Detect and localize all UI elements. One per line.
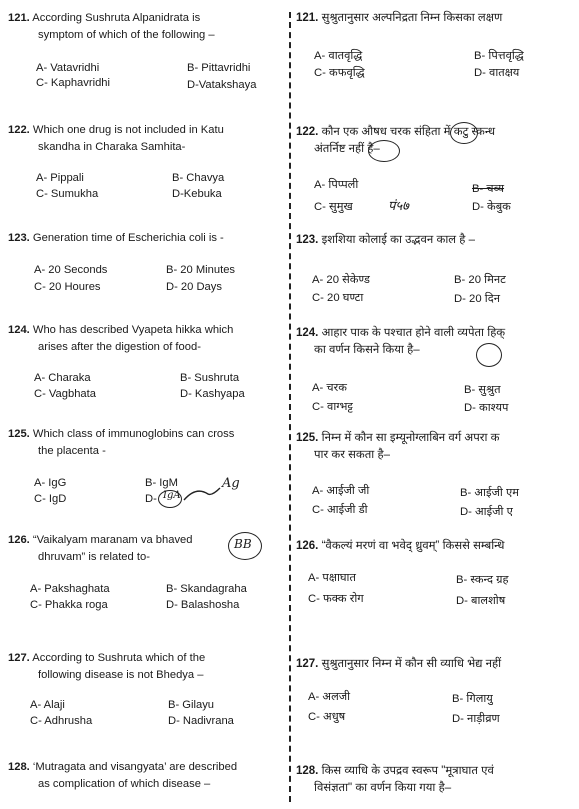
question-124-hi [292, 325, 579, 414]
question-127-en [0, 650, 290, 727]
question-text-cont: arises after the digestion of food- [38, 341, 201, 353]
question-text-cont: the placenta - [38, 445, 106, 457]
option-d[interactable]: D- Balashosha [166, 599, 240, 611]
question-number: 124. [8, 324, 30, 336]
option-b[interactable]: B- सुश्रुत [464, 384, 501, 396]
option-d[interactable]: D- 20 Days [166, 281, 222, 293]
option-c[interactable]: C- अधुष [308, 711, 346, 723]
option-d[interactable]: D- Nadivrana [168, 715, 234, 727]
handwritten-note: पं५७ [388, 199, 409, 214]
question-number: 123. [296, 234, 319, 246]
option-c[interactable]: C- 20 Houres [34, 281, 101, 293]
question-text: “वैकल्यं मरणं वा भवेद् ध्रुवम्” किससे सम्बन्धि [321, 540, 505, 552]
question-126-en [0, 532, 290, 611]
option-a[interactable]: A- Alaji [30, 699, 65, 711]
question-125-hi [292, 430, 579, 518]
question-126-hi [292, 538, 579, 607]
option-c[interactable]: C- फक्क रोग [308, 593, 364, 605]
option-a[interactable]: A- IgG [34, 477, 67, 489]
option-b[interactable]: B- Chavya [172, 172, 225, 184]
option-d[interactable]: D- बालशोष [456, 595, 506, 607]
question-127-hi [292, 656, 579, 725]
option-b[interactable]: B- Gilayu [168, 699, 215, 711]
question-text: सुश्रुतानुसार निम्न में कौन सी व्याधि भेद्य नहीं [321, 658, 502, 670]
option-c[interactable]: C- IgD [34, 493, 67, 505]
question-121-hi [292, 10, 579, 79]
option-a[interactable]: A- 20 Seconds [34, 264, 108, 276]
hindi-column [292, 0, 579, 809]
question-128-en [0, 759, 290, 793]
question-text-cont: विसंज्ञता" का वर्णन किया गया है– [314, 782, 452, 794]
question-number: 125. [8, 428, 30, 440]
question-number: 125. [296, 432, 319, 444]
question-text-cont: following disease is not Bhedya – [38, 669, 204, 681]
question-text-cont: symptom of which of the following – [38, 29, 215, 41]
question-124-en [0, 322, 290, 400]
question-text: ‘Mutragata and visangyata’ are described [32, 761, 238, 773]
question-text-cont: का वर्णन किसने किया है– [314, 344, 420, 356]
question-text-cont: dhruvam” is related to- [38, 551, 150, 563]
option-c[interactable]: C- Vagbhata [34, 388, 96, 400]
option-a[interactable]: A- Pippali [36, 172, 84, 184]
option-b[interactable]: B- 20 मिनट [454, 274, 506, 286]
question-text-cont: as complication of which disease – [38, 778, 211, 790]
question-text: According to Sushruta which of the [32, 652, 206, 664]
option-d[interactable]: D- नाड़ीव्रण [452, 713, 500, 725]
option-c[interactable]: C- कफवृद्धि [314, 67, 365, 79]
question-number: 128. [296, 765, 319, 777]
option-b[interactable]: B- Pittavridhi [187, 62, 251, 74]
question-text: आहार पाक के पश्चात होने वाली व्यपेता हिक् [321, 327, 506, 339]
answer-circle-mark [476, 343, 502, 367]
option-d[interactable]: D-Vatakshaya [187, 79, 257, 91]
option-a[interactable]: A- अलजी [308, 691, 351, 703]
question-123-en [0, 230, 290, 293]
option-d[interactable]: D- आईजी ए [460, 506, 513, 518]
option-a[interactable]: A- पक्षाघात [308, 572, 356, 584]
option-c[interactable]: C- Kaphavridhi [36, 77, 110, 89]
option-a[interactable]: A- Vatavridhi [36, 62, 100, 74]
question-text: निम्न में कौन सा इम्यूनोग्लाबिन वर्ग अपरा क [321, 432, 500, 444]
option-a[interactable]: A- Pakshaghata [30, 583, 110, 595]
question-number: 123. [8, 232, 30, 244]
option-b[interactable]: B- आईजी एम [460, 487, 519, 499]
option-c[interactable]: C- 20 घण्टा [312, 292, 364, 304]
option-d[interactable]: D- वातक्षय [474, 67, 520, 79]
question-number: 121. [296, 12, 319, 24]
option-d[interactable]: D- केबुक [472, 201, 511, 213]
option-c[interactable]: C- सुमुख [314, 201, 353, 213]
option-a[interactable]: A- चरक [312, 382, 347, 394]
option-d[interactable]: D- 20 दिन [454, 293, 500, 305]
question-number: 122. [296, 126, 319, 138]
option-b[interactable]: B- Skandagraha [166, 583, 247, 595]
option-b[interactable]: B- स्कन्द ग्रह [456, 574, 509, 586]
question-number: 126. [296, 540, 319, 552]
question-number: 126. [8, 534, 30, 546]
option-d[interactable]: D- काश्यप [464, 402, 509, 414]
option-b[interactable]: B- 20 Minutes [166, 264, 236, 276]
option-b[interactable]: B- पित्तवृद्धि [474, 50, 524, 62]
question-number: 127. [296, 658, 319, 670]
handwritten-arrow-mark [182, 484, 222, 504]
question-128-hi [292, 763, 579, 797]
question-122-en [0, 122, 290, 200]
question-125-en [0, 426, 290, 505]
question-123-hi [292, 232, 579, 305]
option-b[interactable]: B- चव्य [472, 183, 505, 195]
question-text: Who has described Vyapeta hikka which [32, 324, 234, 336]
option-b[interactable]: B- IgM [145, 477, 178, 489]
question-number: 124. [296, 327, 319, 339]
option-a[interactable]: A- Charaka [34, 372, 91, 384]
handwritten-answer: IgA [163, 490, 181, 501]
question-text-cont: अंतर्निष्ट नहीं है– [314, 143, 380, 155]
question-text: “Vaikalyam maranam va bhaved [32, 534, 193, 546]
option-a[interactable]: A- 20 सेकेण्ड [312, 274, 370, 286]
question-text: Generation time of Escherichia coli is - [32, 232, 224, 244]
option-d[interactable]: D- [145, 493, 157, 505]
option-c[interactable]: C- Sumukha [36, 188, 99, 200]
option-b[interactable]: B- Sushruta [180, 372, 240, 384]
handwritten-note: Ag [222, 476, 240, 491]
question-number: 122. [8, 124, 30, 136]
question-number: 127. [8, 652, 30, 664]
option-b[interactable]: B- गिलायु [452, 693, 493, 705]
question-text: सुश्रुतानुसार अल्पनिद्रता निम्न किसका लक्षण [321, 12, 503, 24]
option-d[interactable]: D-Kebuka [172, 188, 222, 200]
question-122-hi [292, 124, 579, 214]
option-a[interactable]: A- पिप्पली [314, 179, 359, 191]
question-text: इशशिया कोलाई का उद्भवन काल है – [321, 234, 475, 246]
option-c[interactable]: C- आईजी डी [312, 504, 368, 516]
question-121-en [0, 10, 290, 91]
question-number: 128. [8, 761, 30, 773]
question-text-cont: पार कर सकता है– [314, 449, 390, 461]
question-text: Which one drug is not included in Katu [32, 124, 224, 136]
option-c[interactable]: C- वाग्भट्ट [312, 401, 353, 413]
question-text-cont: skandha in Charaka Samhita- [38, 141, 186, 153]
handwritten-note: BB [234, 537, 252, 551]
answer-circle-mark [450, 122, 478, 144]
option-a[interactable]: A- वातवृद्धि [314, 50, 363, 62]
option-a[interactable]: A- आईजी जी [312, 485, 370, 497]
question-text: किस व्याधि के उपद्रव स्वरूप "मूत्राघात एवं [321, 765, 494, 777]
answer-circle-mark [368, 140, 400, 162]
option-d[interactable]: D- Kashyapa [180, 388, 245, 400]
option-c[interactable]: C- Adhrusha [30, 715, 93, 727]
question-number: 121. [8, 12, 30, 24]
question-text: कौन एक औषध चरक संहिता में कटु स्कन्ध [321, 126, 496, 138]
question-text: Which class of immunoglobins can cross [32, 428, 235, 440]
question-text: According Sushruta Alpanidrata is [32, 12, 201, 24]
option-c[interactable]: C- Phakka roga [30, 599, 108, 611]
